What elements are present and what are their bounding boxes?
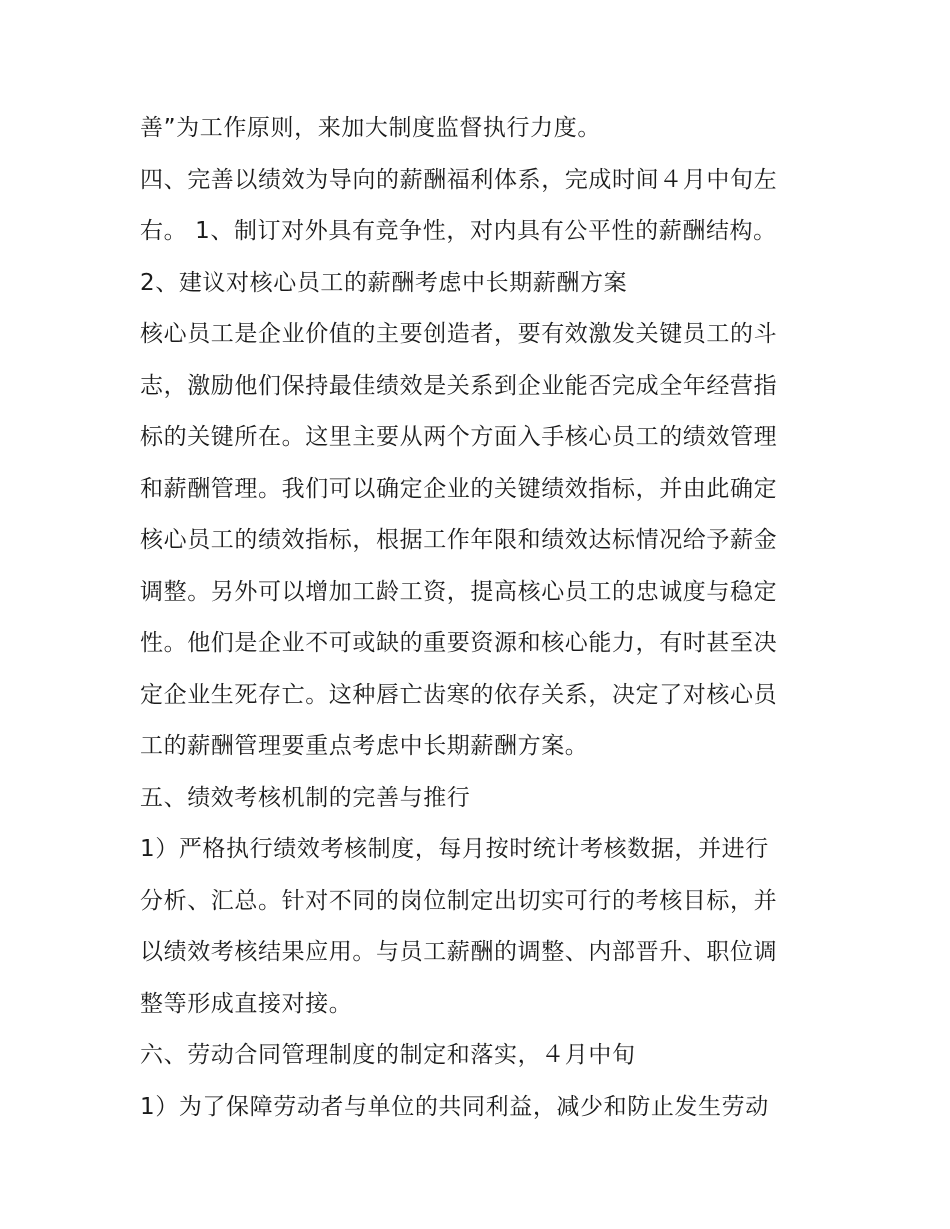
text-line: 1）严格执行绩效考核制度，每月按时统计考核数据，并进行 [140,836,769,862]
text-line: 以绩效考核结果应用。与员工薪酬的调整、内部晋升、职位调 [140,939,778,965]
section-heading-6: 六、劳动合同管理制度的制定和落实，４月中旬 [140,1042,636,1068]
text-line: 右。 1、制订对外具有竞争性，对内具有公平性的薪酬结构。 [140,218,777,244]
text-line: 定企业生死存亡。这种唇亡齿寒的依存关系，决定了对核心员 [140,681,778,708]
text-line: 性。他们是企业不可或缺的重要资源和核心能力，有时甚至决 [140,630,778,656]
text-line: 分析、汇总。针对不同的岗位制定出切实可行的考核目标，并 [140,887,778,914]
text-line: 1）为了保障劳动者与单位的共同利益，减少和防止发生劳动 [140,1093,769,1120]
text-line: 整等形成直接对接。 [140,990,353,1017]
section-heading-4: 四、完善以绩效为导向的薪酬福利体系，完成时间４月中旬左 [140,166,778,193]
text-line: 工的薪酬管理要重点考虑中长期薪酬方案。 [140,733,589,759]
text-line: 调整。另外可以增加工龄工资，提高核心员工的忠诚度与稳定 [140,578,778,605]
section-heading-5: 五、绩效考核机制的完善与推行 [140,784,471,811]
text-line: 志，激励他们保持最佳绩效是关系到企业能否完成全年经营指 [140,372,778,399]
text-line: 2、建议对核心员工的薪酬考虑中长期薪酬方案 [140,269,628,296]
text-line: 和薪酬管理。我们可以确定企业的关键绩效指标，并由此确定 [140,475,778,502]
text-line: 标的关键所在。这里主要从两个方面入手核心员工的绩效管理 [140,424,778,450]
text-line: 善”为工作原则，来加大制度监督执行力度。 [140,115,601,141]
text-line: 核心员工的绩效指标，根据工作年限和绩效达标情况给予薪金 [140,527,778,553]
document-body [140,103,820,1133]
text-line: 核心员工是企业价值的主要创造者，要有效激发关键员工的斗 [140,321,778,347]
